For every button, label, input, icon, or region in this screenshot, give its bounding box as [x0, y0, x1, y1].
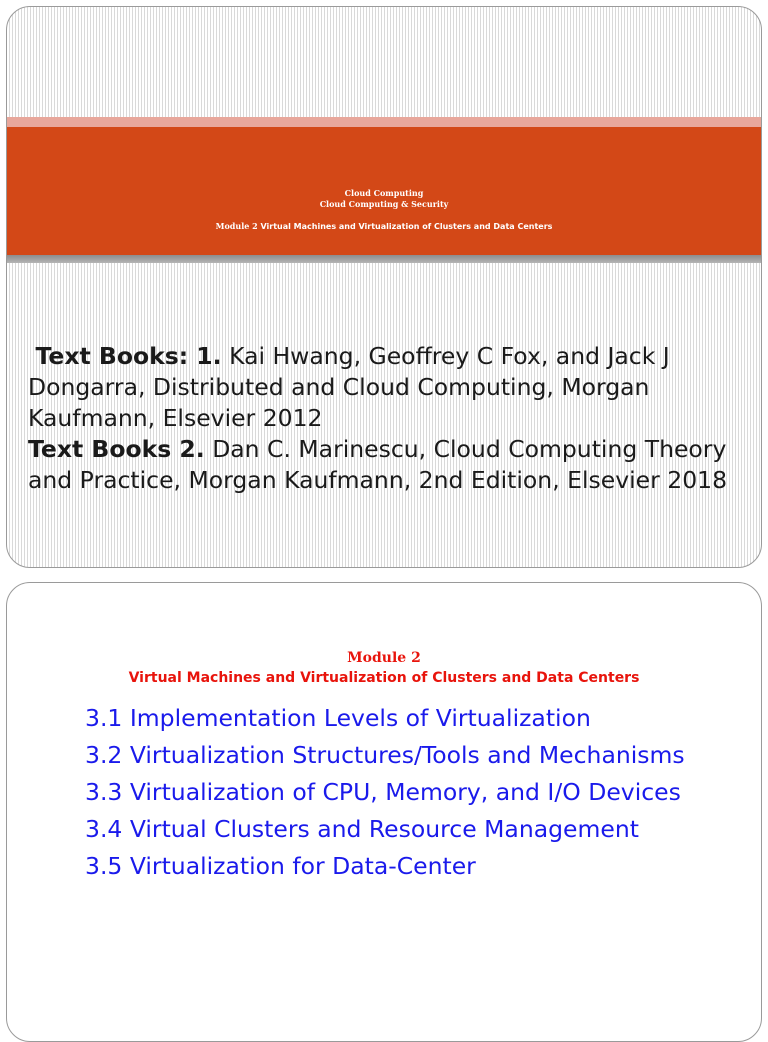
title-banner: [7, 127, 761, 255]
course-title: Cloud Computing: [344, 188, 424, 198]
contents-slide: [6, 582, 762, 1042]
textbook-2-label: Text Books 2.: [28, 435, 205, 463]
topic-item: 3.2 Virtualization Structures/Tools and Mechanisms: [85, 741, 685, 769]
title-slide: [6, 6, 762, 568]
textbook-1-label: Text Books: 1.: [35, 342, 222, 370]
accent-band-bottom: [7, 255, 761, 263]
textbooks-block: [28, 341, 748, 496]
module-heading: Module 2: [347, 650, 421, 666]
topic-item: 3.3 Virtualization of CPU, Memory, and I/O Devices: [85, 778, 681, 806]
textbook-1: [28, 341, 748, 434]
module-title-line: [7, 221, 761, 232]
module-subtitle: Virtual Machines and Virtualization of Clusters and Data Centers: [128, 670, 640, 686]
textbook-2: [28, 434, 748, 496]
topic-item: 3.5 Virtualization for Data-Center: [85, 852, 476, 880]
topic-list: [85, 703, 721, 888]
accent-band-top: [7, 117, 761, 127]
course-subtitle: Cloud Computing & Security: [319, 199, 449, 209]
module-title: Virtual Machines and Virtualization of Clusters and Data Centers: [260, 222, 553, 231]
topic-item: 3.1 Implementation Levels of Virtualization: [85, 704, 591, 732]
textbook-2-text: Dan C. Marinescu, Cloud Computing Theory and Practice, Morgan Kaufmann, 2nd Edition, Elsevier 2018: [28, 435, 728, 494]
textbook-1-text: Kai Hwang, Geoffrey C Fox, and Jack J Dongarra, Distributed and Cloud Computing, Morgan Kaufmann, Elsevier 2012: [28, 342, 670, 432]
module-prefix: Module 2: [215, 221, 258, 231]
topic-item: 3.4 Virtual Clusters and Resource Management: [85, 815, 639, 843]
